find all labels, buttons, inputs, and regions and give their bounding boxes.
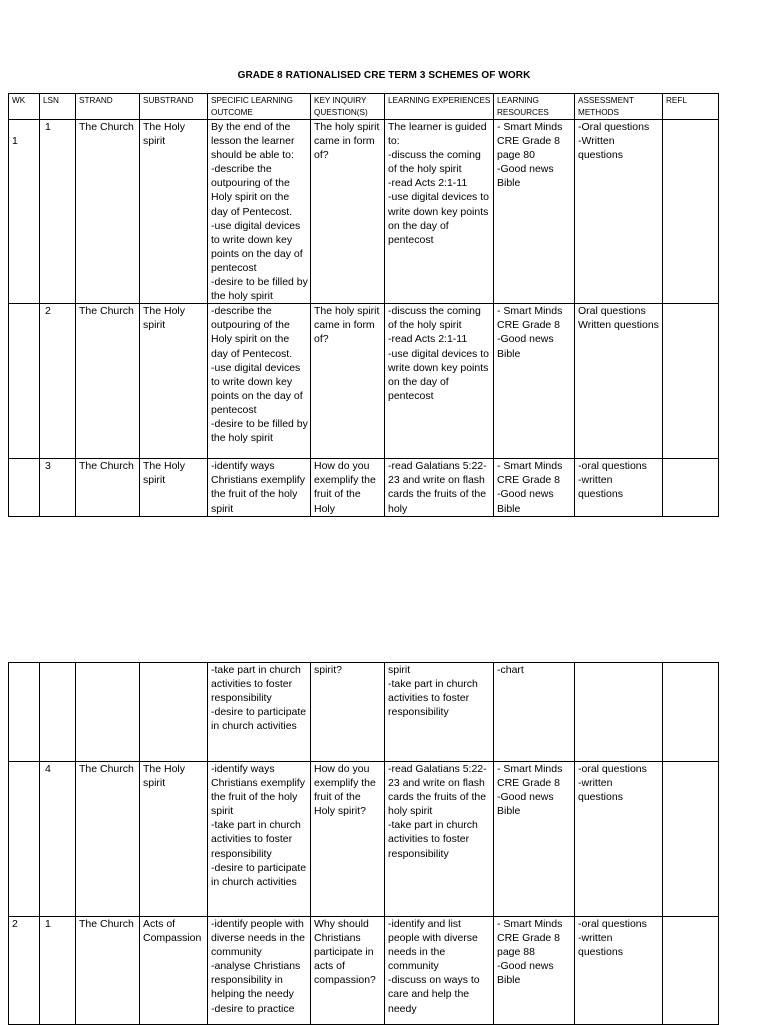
cell-specific-learning-outcome: By the end of the lesson the learner should be able to: -describe the outpouring of the Holy spirit on the day of Pentecost. -use digital devices to write down key points on the day of pentecost -desire to be filled by the holy spirit (208, 120, 311, 304)
cell-refl (663, 762, 719, 917)
cell-strand: The Church (76, 917, 140, 1025)
cell-learning-experiences: -read Galatians 5:22-23 and write on flash cards the fruits of the holy spirit -take part in church activities to foster responsibility (385, 762, 494, 917)
cell-wk (9, 304, 40, 459)
cell-substrand: The Holy spirit (140, 762, 208, 917)
cell-learning-experiences: -discuss the coming of the holy spirit -read Acts 2:1-11 -use digital devices to write down key points on the day of pentecost (385, 304, 494, 459)
schemes-table-page-1 (8, 93, 719, 517)
cell-assessment-methods: Oral questions Written questions (575, 304, 663, 459)
cell-key-inquiry-question: spirit? (311, 663, 385, 762)
cell-lsn: 1 (40, 917, 76, 1025)
cell-wk (9, 459, 40, 516)
cell-learning-resources: - Smart Minds CRE Grade 8 -Good news Bible (494, 304, 575, 459)
cell-substrand (140, 663, 208, 762)
cell-learning-experiences: spirit -take part in church activities to foster responsibility (385, 663, 494, 762)
cell-strand: The Church (76, 304, 140, 459)
header-lsn: LSN (40, 94, 76, 120)
cell-specific-learning-outcome: -take part in church activities to foster responsibility -desire to participate in church activities (208, 663, 311, 762)
header-key-inquiry-questions: KEY INQUIRY QUESTION(S) (311, 94, 385, 120)
cell-learning-experiences: -identify and list people with diverse needs in the community -discuss on ways to care and help the needy (385, 917, 494, 1025)
cell-key-inquiry-question: Why should Christians participate in acts of compassion? (311, 917, 385, 1025)
header-refl: REFL (663, 94, 719, 120)
cell-learning-resources: - Smart Minds CRE Grade 8 -Good news Bible (494, 762, 575, 917)
header-learning-experiences: LEARNING EXPERIENCES (385, 94, 494, 120)
header-assessment-methods: ASSESSMENT METHODS (575, 94, 663, 120)
cell-strand: The Church (76, 762, 140, 917)
cell-specific-learning-outcome: -identify ways Christians exemplify the fruit of the holy spirit (208, 459, 311, 516)
cell-assessment-methods: -oral questions -written questions (575, 459, 663, 516)
cell-key-inquiry-question: How do you exemplify the fruit of the Holy (311, 459, 385, 516)
cell-substrand: Acts of Compassion (140, 917, 208, 1025)
table-row (9, 304, 719, 459)
document-title: GRADE 8 RATIONALISED CRE TERM 3 SCHEMES OF WORK (237, 70, 531, 81)
cell-wk (9, 663, 40, 762)
cell-assessment-methods: -Oral questions -Written questions (575, 120, 663, 304)
cell-wk: 1 (9, 120, 40, 304)
cell-learning-experiences: The learner is guided to: -discuss the coming of the holy spirit -read Acts 2:1-11 -use digital devices to write down key points on the day of pentecost (385, 120, 494, 304)
cell-substrand: The Holy spirit (140, 120, 208, 304)
cell-specific-learning-outcome: -identify people with diverse needs in the community -analyse Christians responsibility in helping the needy -desire to practice (208, 917, 311, 1025)
cell-specific-learning-outcome: -describe the outpouring of the Holy spirit on the day of Pentecost. -use digital devices to write down key points on the day of pentecost -desire to be filled by the holy spirit (208, 304, 311, 459)
schemes-table-page-2 (8, 662, 719, 1025)
cell-key-inquiry-question: The holy spirit came in form of? (311, 120, 385, 304)
cell-substrand: The Holy spirit (140, 459, 208, 516)
header-learning-resources: LEARNING RESOURCES (494, 94, 575, 120)
cell-lsn (40, 663, 76, 762)
cell-lsn: 1 (40, 120, 76, 304)
cell-wk (9, 762, 40, 917)
cell-learning-experiences: -read Galatians 5:22-23 and write on flash cards the fruits of the holy (385, 459, 494, 516)
cell-wk: 2 (9, 917, 40, 1025)
cell-key-inquiry-question: How do you exemplify the fruit of the Holy spirit? (311, 762, 385, 917)
cell-lsn: 3 (40, 459, 76, 516)
cell-assessment-methods: -oral questions -written questions (575, 917, 663, 1025)
cell-specific-learning-outcome: -identify ways Christians exemplify the fruit of the holy spirit -take part in church activities to foster responsibility -desire to participate in church activities (208, 762, 311, 917)
cell-assessment-methods: -oral questions -written questions (575, 762, 663, 917)
cell-lsn: 2 (40, 304, 76, 459)
cell-refl (663, 304, 719, 459)
cell-refl (663, 120, 719, 304)
header-strand: STRAND (76, 94, 140, 120)
cell-learning-resources: - Smart Minds CRE Grade 8 page 88 -Good news Bible (494, 917, 575, 1025)
cell-strand: The Church (76, 459, 140, 516)
table-row (9, 762, 719, 917)
cell-substrand: The Holy spirit (140, 304, 208, 459)
table-header-row (9, 94, 719, 120)
cell-strand: The Church (76, 120, 140, 304)
header-wk: WK (9, 94, 40, 120)
table-row (9, 120, 719, 304)
cell-learning-resources: -chart (494, 663, 575, 762)
header-substrand: SUBSTRAND (140, 94, 208, 120)
cell-refl (663, 459, 719, 516)
cell-learning-resources: - Smart Minds CRE Grade 8 -Good news Bible (494, 459, 575, 516)
cell-strand (76, 663, 140, 762)
cell-refl (663, 663, 719, 762)
cell-lsn: 4 (40, 762, 76, 917)
cell-learning-resources: - Smart Minds CRE Grade 8 page 80 -Good news Bible (494, 120, 575, 304)
header-specific-learning-outcome: SPECIFIC LEARNING OUTCOME (208, 94, 311, 120)
cell-refl (663, 917, 719, 1025)
table-row (9, 663, 719, 762)
table-row (9, 917, 719, 1025)
table-row (9, 459, 719, 516)
cell-key-inquiry-question: The holy spirit came in form of? (311, 304, 385, 459)
cell-assessment-methods (575, 663, 663, 762)
